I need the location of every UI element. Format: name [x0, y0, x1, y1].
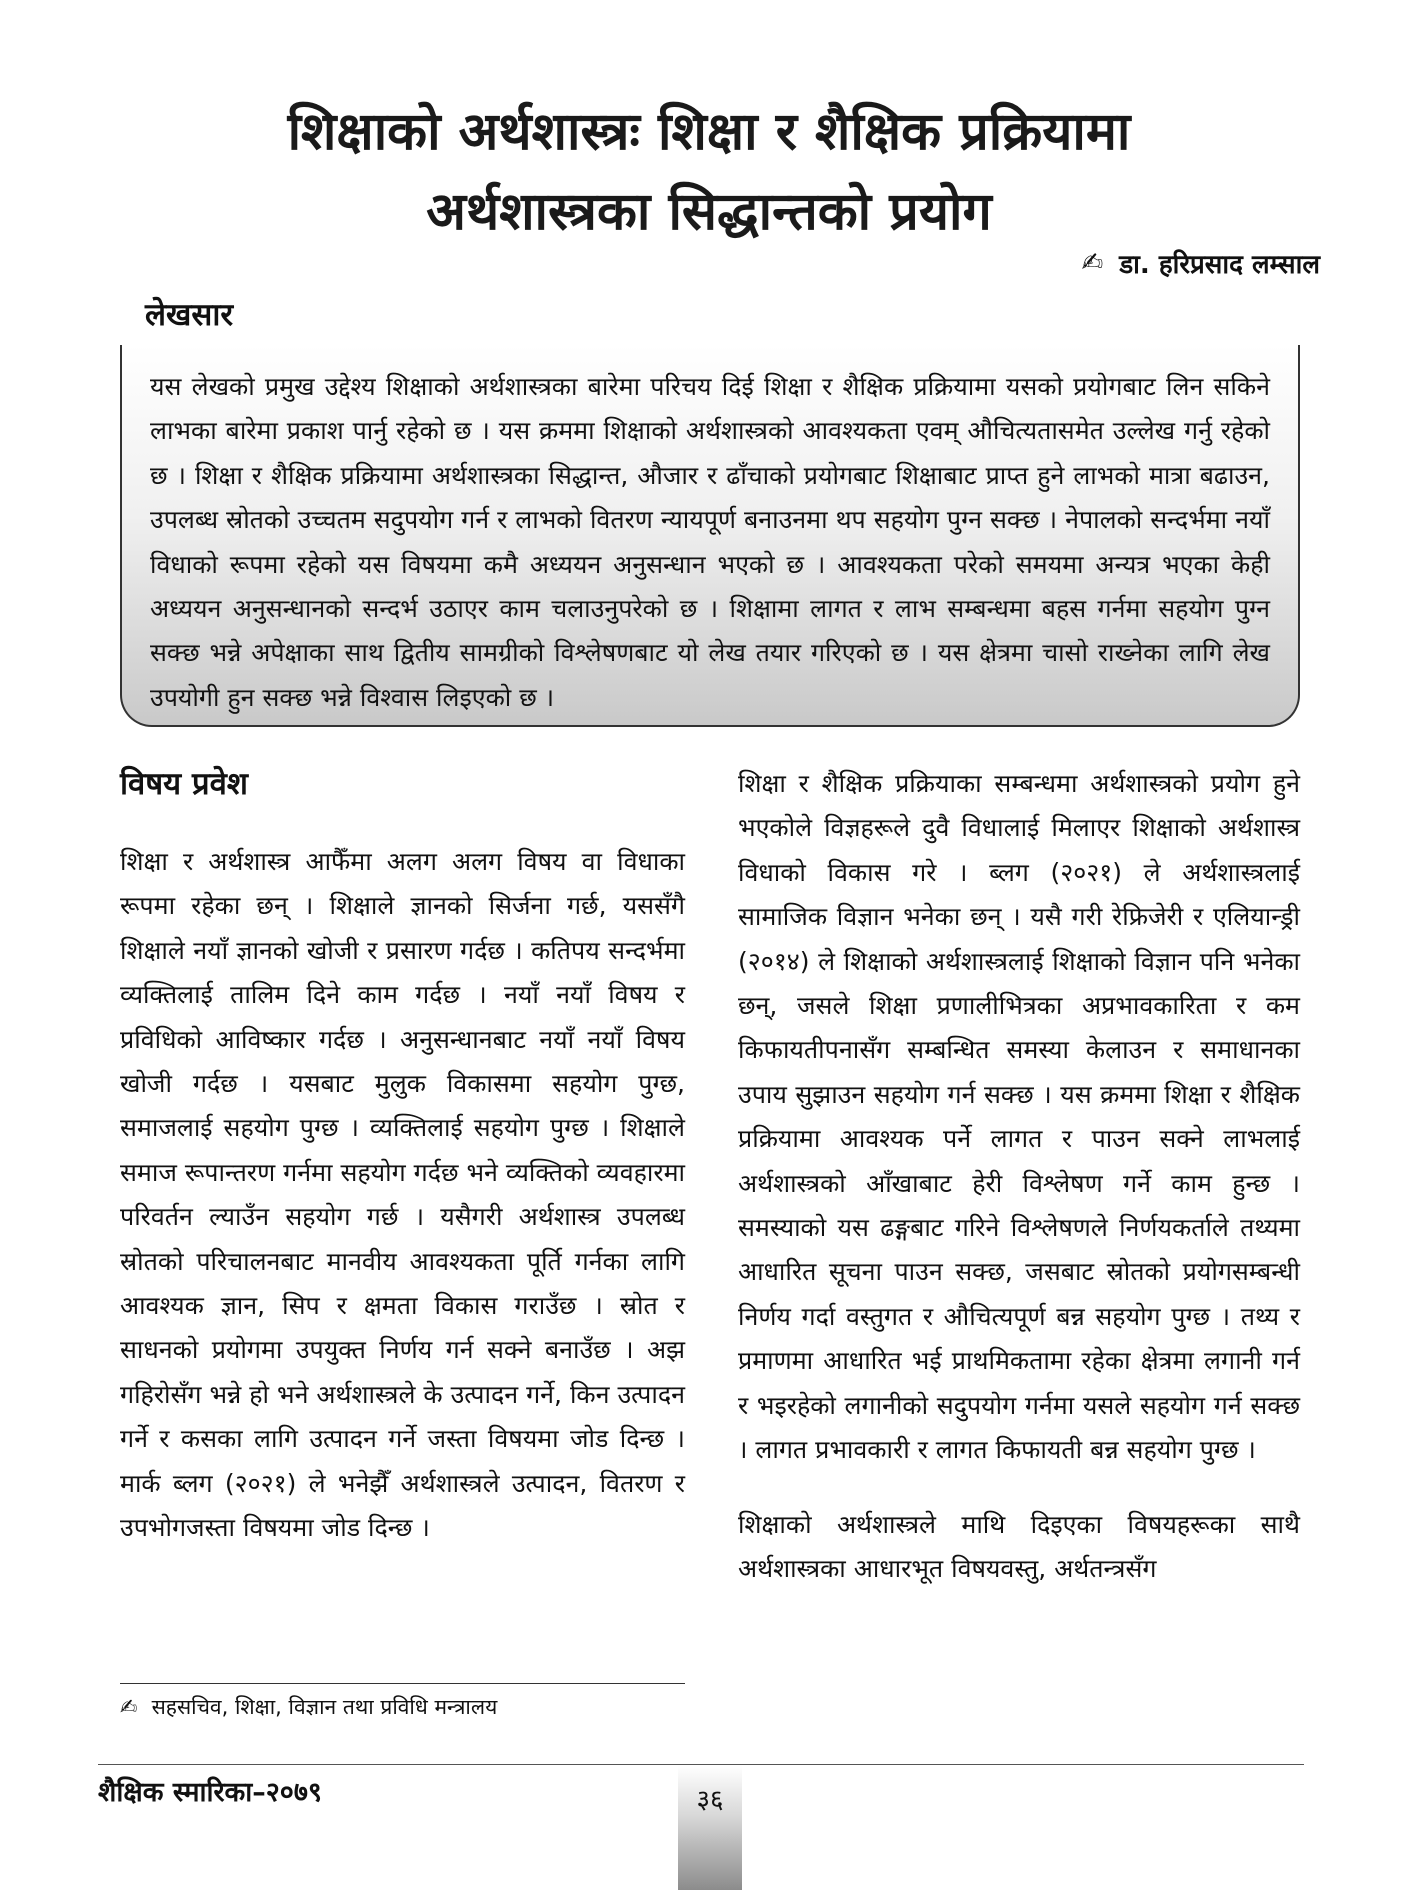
publication-name: शैक्षिक स्मारिका–२०७९: [98, 1777, 322, 1808]
footnote-divider: [120, 1683, 685, 1684]
abstract-box: [120, 345, 1300, 727]
author-byline: [1081, 245, 1320, 281]
section-heading: विषय प्रवेश: [120, 766, 248, 802]
footnote-text: सहसचिव, शिक्षा, विज्ञान तथा प्रविधि मन्त्रालय: [151, 1695, 498, 1719]
author-name: डा. हरिप्रसाद लम्साल: [1119, 250, 1320, 280]
title-line-1: शिक्षाको अर्थशास्त्रः शिक्षा र शैक्षिक प्रक्रियामा: [287, 102, 1131, 162]
title-line-2: अर्थशास्त्रका सिद्धान्तको प्रयोग: [426, 182, 992, 242]
page-number: ३६: [696, 1785, 724, 1815]
right-column: [738, 762, 1300, 1591]
right-paragraph-2: शिक्षाको अर्थशास्त्रले माथि दिइएका विषयहरूका साथै अर्थशास्त्रका आधारभूत विषयवस्तु, अर्थतन्त्रसँग: [738, 1509, 1300, 1583]
right-paragraph-1: शिक्षा र शैक्षिक प्रक्रियाका सम्बन्धमा अर्थशास्त्रको प्रयोग हुने भएकोले विज्ञहरूले दुवै विधालाई मिलाएर शिक्षाको अर्थशास्त्र विधाको विकास गरे । ब्लग (२०२१) ले अर्थशास्त्रलाई सामाजिक विज्ञान भनेका छन् । यसै गरी रेफ्रिजेरी र एलियान्ड्री (२०१४) ले शिक्षाको अर्थशास्त्रलाई शिक्षाको विज्ञान पनि भनेका छन्, जसले शिक्षा प्रणालीभित्रका अप्रभावकारिता र कम किफायतीपनासँग सम्बन्धित समस्या केलाउन र समाधानका उपाय सुझाउन सहयोग गर्न सक्छ । यस क्रममा शिक्षा र शैक्षिक प्रक्रियामा आवश्यक पर्ने लागत र पाउन सक्ने लाभलाई अर्थशास्त्रको आँखाबाट हेरी विश्लेषण गर्ने काम हुन्छ । समस्याको यस ढङ्गबाट गरिने विश्लेषणले निर्णयकर्ताले तथ्यमा आधारित सूचना पाउन सक्छ, जसबाट स्रोतको प्रयोगसम्बन्धी निर्णय गर्दा वस्तुगत र औचित्यपूर्ण बन्न सहयोग पुग्छ । तथ्य र प्रमाणमा आधारित भई प्राथमिकतामा रहेका क्षेत्रमा लगानी गर्न र भइरहेको लगानीको सदुपयोग गर्नमा यसले सहयोग गर्न सक्छ । लागत प्रभावकारी र लागत किफायती बन्न सहयोग पुग्छ ।: [738, 769, 1300, 1465]
left-paragraph: शिक्षा र अर्थशास्त्र आफैँमा अलग अलग विषय वा विधाका रूपमा रहेका छन् । शिक्षाले ज्ञानको सिर्जना गर्छ, यससँगै शिक्षाले नयाँ ज्ञानको खोजी र प्रसारण गर्दछ । कतिपय सन्दर्भमा व्यक्तिलाई तालिम दिने काम गर्दछ । नयाँ नयाँ विषय र प्रविधिको आविष्कार गर्दछ । अनुसन्धानबाट नयाँ नयाँ विषय खोजी गर्दछ । यसबाट मुलुक विकासमा सहयोग पुग्छ, समाजलाई सहयोग पुग्छ । व्यक्तिलाई सहयोग पुग्छ । शिक्षाले समाज रूपान्तरण गर्नमा सहयोग गर्दछ भने व्यक्तिको व्यवहारमा परिवर्तन ल्याउँन सहयोग गर्छ । यसैगरी अर्थशास्त्र उपलब्ध स्रोतको परिचालनबाट मानवीय आवश्यकता पूर्ति गर्नका लागि आवश्यक ज्ञान, सिप र क्षमता विकास गराउँछ । स्रोत र साधनको प्रयोगमा उपयुक्त निर्णय गर्न सक्ने बनाउँछ । अझ गहिरोसँग भन्ने हो भने अर्थशास्त्रले के उत्पादन गर्ने, किन उत्पादन गर्ने र कसका लागि उत्पादन गर्ने जस्ता विषयमा जोड दिन्छ । मार्क ब्लग (२०२१) ले भनेझैँ अर्थशास्त्रले उत्पादन, वितरण र उपभोगजस्ता विषयमा जोड दिन्छ ।: [120, 847, 685, 1543]
pen-nib-icon: ✍: [1081, 248, 1104, 278]
abstract-heading: लेखसार: [145, 297, 234, 333]
left-column: [120, 840, 685, 1551]
footnote: [120, 1693, 497, 1721]
article-title: [0, 92, 1418, 252]
abstract-text: यस लेखको प्रमुख उद्देश्य शिक्षाको अर्थशास्त्रका बारेमा परिचय दिई शिक्षा र शैक्षिक प्रक्रियामा यसको प्रयोगबाट लिन सकिने लाभका बारेमा प्रकाश पार्नु रहेको छ । यस क्रममा शिक्षाको अर्थशास्त्रको आवश्यकता एवम् औचित्यतासमेत उल्लेख गर्नु रहेको छ । शिक्षा र शैक्षिक प्रक्रियामा अर्थशास्त्रका सिद्धान्त, औजार र ढाँचाको प्रयोगबाट शिक्षाबाट प्राप्त हुने लाभको मात्रा बढाउन, उपलब्ध स्रोतको उच्चतम सदुपयोग गर्न र लाभको वितरण न्यायपूर्ण बनाउनमा थप सहयोग पुग्न सक्छ । नेपालको सन्दर्भमा नयाँ विधाको रूपमा रहेको यस विषयमा कमै अध्ययन अनुसन्धान भएको छ । आवश्यकता परेको समयमा अन्यत्र भएका केही अध्ययन अनुसन्धानको सन्दर्भ उठाएर काम चलाउनुपरेको छ । शिक्षामा लागत र लाभ सम्बन्धमा बहस गर्नमा सहयोग पुग्न सक्छ भन्ने अपेक्षाका साथ द्वितीय सामग्रीको विश्लेषणबाट यो लेख तयार गरिएको छ । यस क्षेत्रमा चासो राख्नेका लागि लेख उपयोगी हुन सक्छ भन्ने विश्वास लिइएको छ ।: [150, 372, 1270, 712]
pen-nib-icon: ✍: [120, 1695, 138, 1719]
footer-divider: [98, 1764, 1304, 1765]
